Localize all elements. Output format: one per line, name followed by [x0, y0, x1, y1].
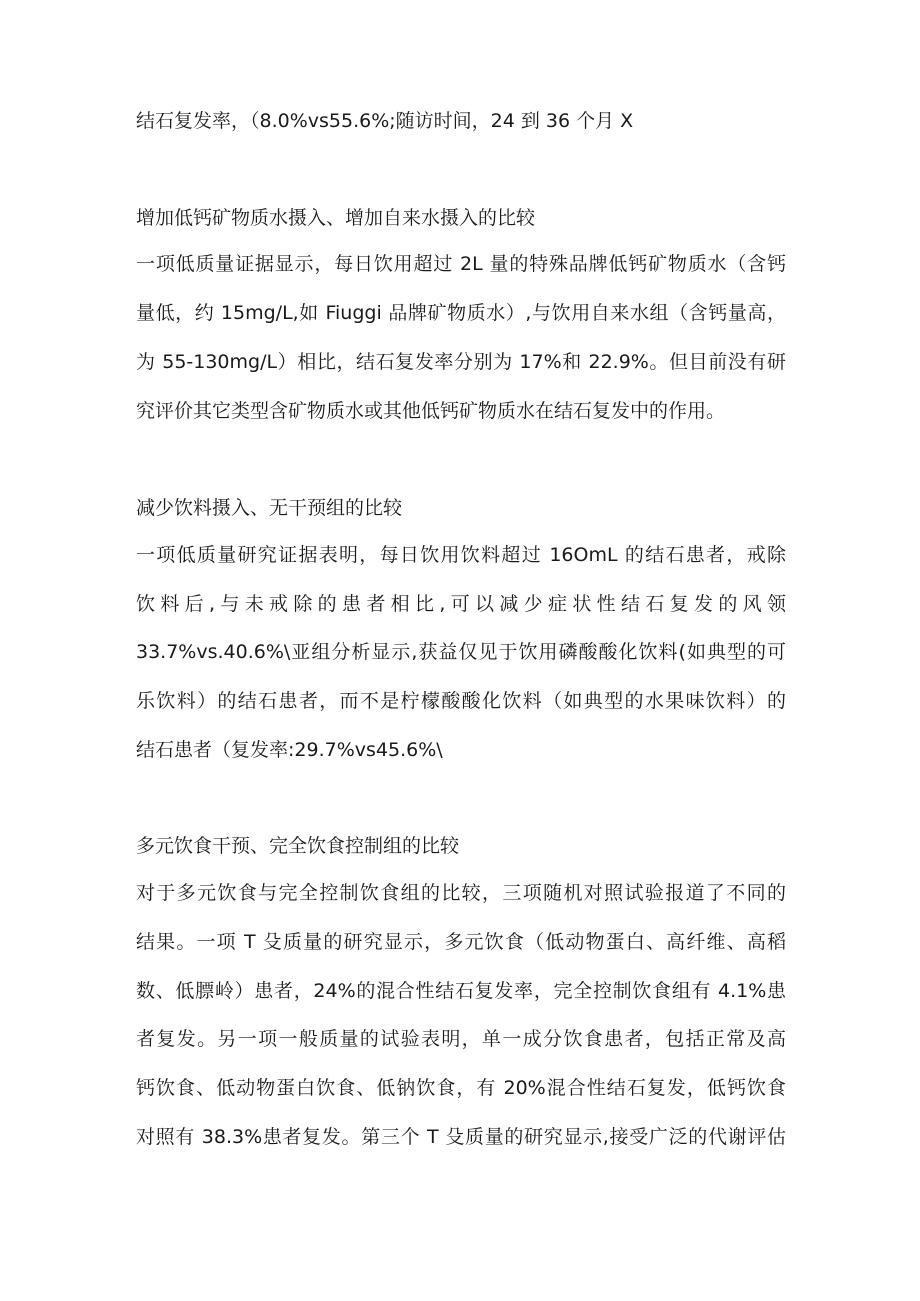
- paragraph-line: 结果。一项 T 殳质量的研究显示，多元饮食（低动物蛋白、高纤维、高稻: [136, 931, 786, 953]
- section-heading-mineral-water: 增加低钙矿物质水摄入、增加自来水摄入的比较: [136, 207, 536, 229]
- paragraph-line: 量低，约 15mg/L,如 Fiuggi 品牌矿物质水）,与饮用自来水组（含钙量高，: [136, 302, 786, 324]
- paragraph-line: 33.7%vs.40.6%\亚组分析显示,获益仅见于饮用磷酸酸化饮料(如典型的可: [136, 641, 786, 663]
- paragraph-line: 数、低膘岭）患者，24%的混合性结石复发率，完全控制饮食组有 4.1%患: [136, 980, 786, 1002]
- paragraph-line: 一项低质量证据显示，每日饮用超过 2L 量的特殊品牌低钙矿物质水（含钙: [136, 253, 786, 275]
- intro-line: 结石复发率，（8.0%vs55.6%;随访时间，24 到 36 个月 X: [136, 110, 634, 132]
- paragraph-line: 结石患者（复发率:29.7%vs45.6%\: [136, 739, 443, 761]
- section-heading-diet: 多元饮食干预、完全饮食控制组的比较: [136, 835, 460, 857]
- paragraph-line: 对照有 38.3%患者复发。第三个 T 殳质量的研究显示,接受广泛的代谢评估: [136, 1126, 786, 1148]
- paragraph-line: 乐饮料）的结石患者，而不是柠檬酸酸化饮料（如典型的水果味饮料）的: [136, 690, 786, 712]
- paragraph-line: 饮料后,与未戒除的患者相比,可以减少症状性结石复发的风领: [136, 593, 786, 615]
- paragraph-line: 究评价其它类型含矿物质水或其他低钙矿物质水在结石复发中的作用。: [136, 400, 726, 422]
- paragraph-line: 者复发。另一项一般质量的试验表明，单一成分饮食患者，包括正常及高: [136, 1028, 786, 1050]
- paragraph-line: 钙饮食、低动物蛋白饮食、低钠饮食，有 20%混合性结石复发，低钙饮食: [136, 1077, 786, 1099]
- paragraph-line: 为 55-130mg/L）相比，结石复发率分别为 17%和 22.9%。但目前没有研: [136, 351, 786, 373]
- paragraph-line: 一项低质量研究证据表明，每日饮用饮料超过 16OmL 的结石患者，戒除: [136, 544, 786, 566]
- paragraph-line: 对于多元饮食与完全控制饮食组的比较，三项随机对照试验报道了不同的: [136, 882, 786, 904]
- section-heading-beverages: 减少饮料摄入、无干预组的比较: [136, 497, 403, 519]
